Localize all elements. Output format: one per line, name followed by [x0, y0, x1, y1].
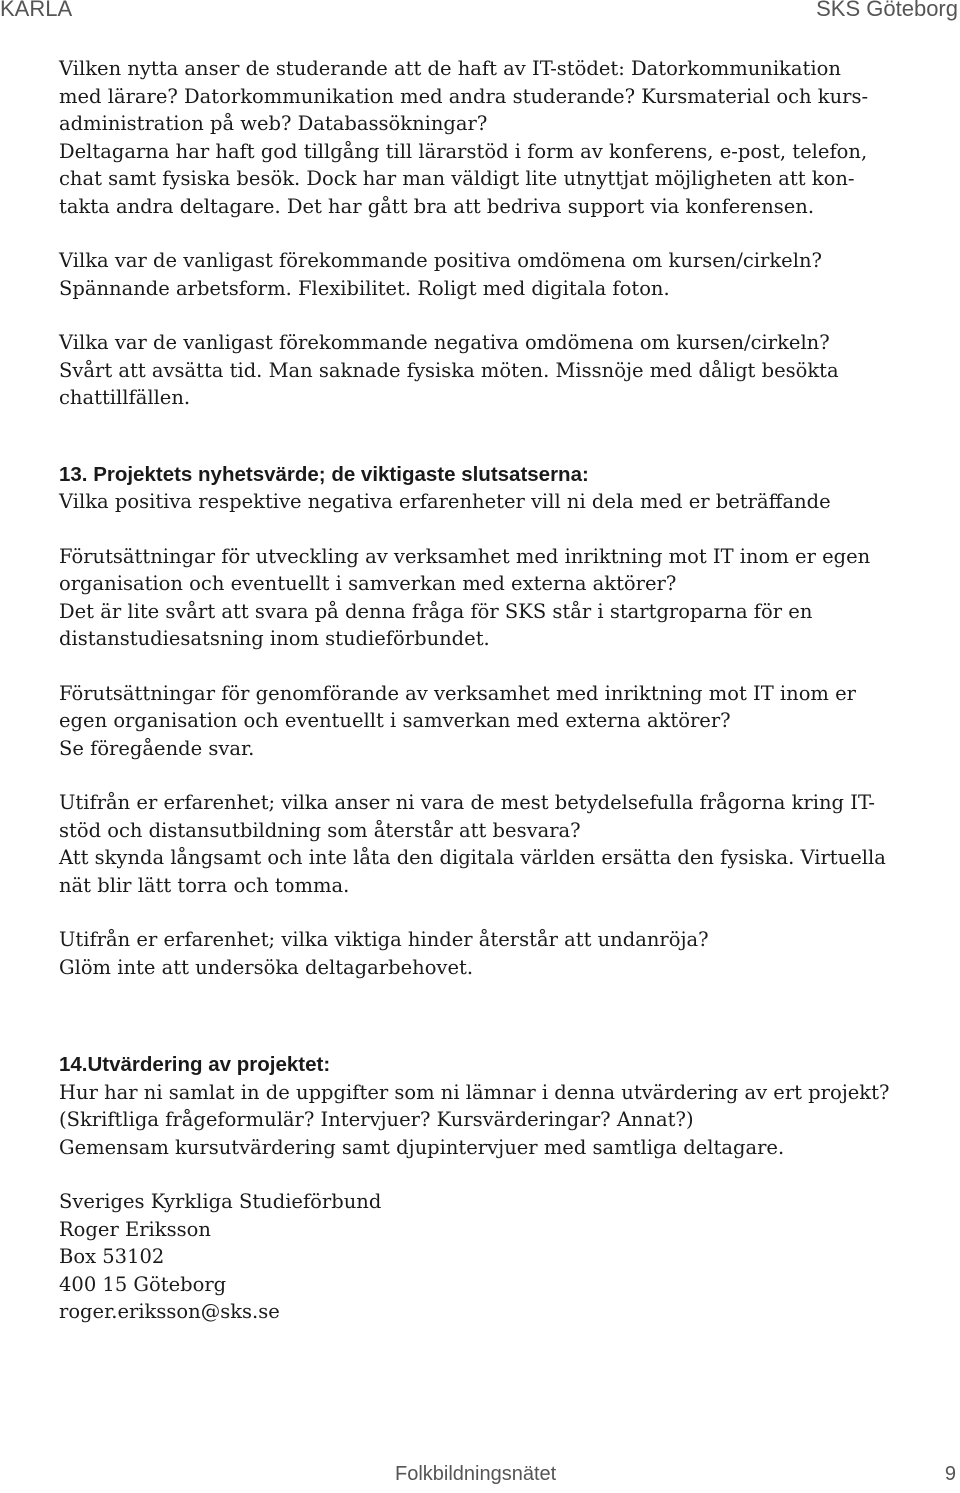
text-line: Utifrån er erfarenhet; vilka anser ni vara de mest betydelsefulla frågorna kring IT-: [59, 791, 876, 814]
footer-site-name: Folkbildningsnätet: [395, 1463, 557, 1485]
section-14-heading: 14.Utvärdering av projektet:: [59, 1053, 331, 1076]
text-line: Glöm inte att undersöka deltagarbehovet.: [59, 955, 474, 979]
section-12-paragraph-a: [59, 55, 939, 220]
text-line: chat samt fysiska besök. Dock har man väldigt lite utnyttjat möjligheten att kon-: [59, 167, 855, 190]
text-line: Deltagarna har haft god tillgång till lärarstöd i form av konferens, e-post, telefon,: [59, 139, 868, 163]
contact-block: [59, 1188, 939, 1326]
section-13-intro: Vilka positiva respektive negativa erfarenheter vill ni dela med er beträffande: [59, 490, 831, 513]
text-line: Utifrån er erfarenhet; vilka viktiga hinder återstår att undanröja?: [59, 928, 709, 951]
document-body: [59, 55, 939, 1326]
text-line: Gemensam kursutvärdering samt djupintervjuer med samtliga deltagare.: [59, 1135, 785, 1159]
page-number: 9: [944, 1463, 956, 1485]
text-line: distanstudiesatsning inom studieförbundet.: [59, 627, 490, 650]
section-13-paragraph-3: [59, 789, 939, 899]
text-line: Spännande arbetsform. Flexibilitet. Roligt med digitala foton.: [59, 276, 670, 300]
section-13-paragraph-1: [59, 543, 939, 653]
section-13-heading: 13. Projektets nyhetsvärde; de viktigaste slutsatserna:: [59, 462, 589, 486]
contact-name: Roger Eriksson: [59, 1217, 211, 1241]
text-line: Det är lite svårt att svara på denna fråga för SKS står i startgroparna för en: [59, 599, 813, 623]
text-line: med lärare? Datorkommunikation med andra studerande? Kursmaterial och kurs-: [59, 84, 869, 108]
text-line: egen organisation och eventuellt i samverkan med externa aktörer?: [59, 709, 731, 732]
text-line: stöd och distansutbildning som återstår att besvara?: [59, 818, 581, 842]
section-12-paragraph-b: [59, 247, 939, 302]
text-line: nät blir lätt torra och tomma.: [59, 873, 350, 897]
section-12-paragraph-c: [59, 329, 939, 412]
contact-org: Sveriges Kyrkliga Studieförbund: [59, 1190, 382, 1213]
text-line: Förutsättningar för utveckling av verksamhet med inriktning mot IT inom er egen: [59, 544, 871, 568]
text-line: administration på web? Databassökningar?: [59, 112, 488, 135]
text-line: Svårt att avsätta tid. Man saknade fysiska möten. Missnöje med dåligt besökta: [59, 358, 839, 382]
text-line: Att skynda långsamt och inte låta den digitala världen ersätta den fysiska. Virtuella: [59, 846, 886, 869]
text-line: organisation och eventuellt i samverkan med externa aktörer?: [59, 572, 677, 595]
text-line: Vilka var de vanligast förekommande positiva omdömena om kursen/cirkeln?: [59, 249, 822, 272]
header-right-label: SKS Göteborg: [816, 0, 958, 21]
text-line: Förutsättningar för genomförande av verksamhet med inriktning mot IT inom er: [59, 681, 856, 705]
header-left-label: KARLA: [0, 0, 73, 21]
section-13-paragraph-4: [59, 926, 939, 981]
contact-box: Box 53102: [59, 1245, 165, 1268]
section-13-paragraph-2: [59, 680, 939, 763]
text-line: Hur har ni samlat in de uppgifter som ni lämnar i denna utvärdering av ert projekt?: [59, 1080, 890, 1104]
text-line: chattillfällen.: [59, 386, 191, 409]
contact-email: roger.eriksson@sks.se: [59, 1300, 280, 1323]
text-line: Se föregående svar.: [59, 736, 255, 760]
text-line: Vilken nytta anser de studerande att de haft av IT-stödet: Datorkommunikation: [59, 57, 841, 80]
contact-city: 400 15 Göteborg: [59, 1272, 227, 1296]
text-line: takta andra deltagare. Det har gått bra att bedriva support via konferensen.: [59, 194, 815, 218]
text-line: (Skriftliga frågeformulär? Intervjuer? Kursvärderingar? Annat?): [59, 1108, 694, 1131]
text-line: Vilka var de vanligast förekommande negativa omdömena om kursen/cirkeln?: [59, 331, 830, 354]
section-14-paragraph: [59, 1079, 939, 1162]
